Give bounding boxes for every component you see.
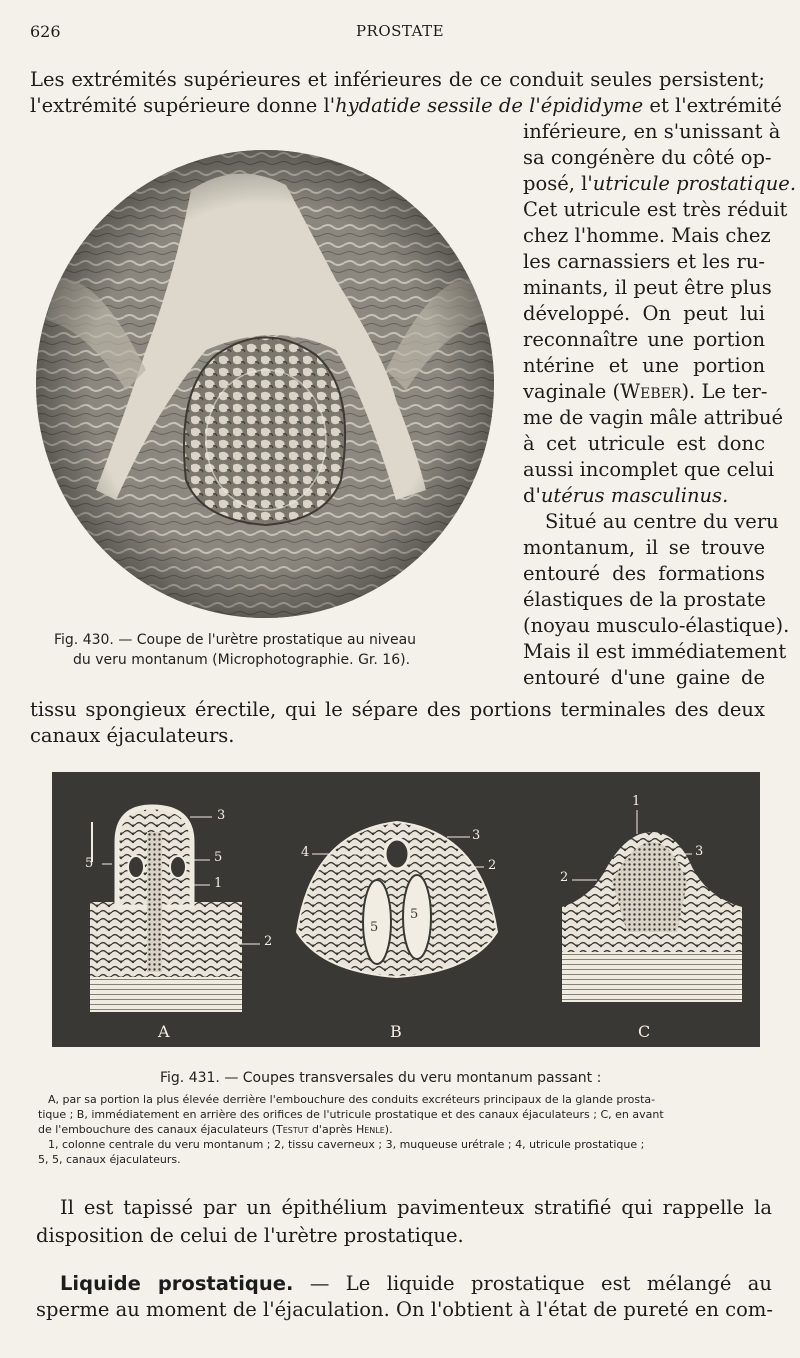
callout-label: 5 [370, 920, 379, 935]
figure-431-legend: 1, colonne centrale du veru montanum ; 2, tissu caverneux ; 3, muqueuse urétrale ; 4, utricule prostatique ; [48, 1138, 645, 1151]
text-line: disposition de celui de l'urètre prostatique. [36, 1224, 464, 1247]
text-line: inférieure, en s'unissant à [523, 120, 781, 143]
text-line: posé, l'utricule prostatique. [523, 172, 797, 195]
text-line: Mais il est immédiatement [523, 640, 787, 663]
callout-label: 5 [214, 850, 223, 865]
figure-430-caption: du veru montanum (Microphotographie. Gr. 16). [73, 652, 411, 668]
callout-label: 2 [488, 858, 497, 873]
figure-431-legend: de l'embouchure des canaux éjaculateurs (Testut d'après Henle). [38, 1123, 393, 1136]
text-line: entouré d'une gaine de [523, 666, 765, 689]
callout-label: 3 [695, 844, 704, 859]
text-line: élastiques de la prostate [523, 588, 766, 611]
callout-label: 5 [410, 907, 419, 922]
text-line: à cet utricule est donc [523, 432, 765, 455]
figure-431-legend: tique ; B, immédiatement en arrière des orifices de l'utricule prostatique et des canaux éjaculateurs ; C, en avant [38, 1108, 664, 1121]
text-line: minants, il peut être plus [523, 276, 772, 299]
text-line: aussi incomplet que celui [523, 458, 775, 481]
text-line: développé. On peut lui [523, 302, 765, 325]
text-line: vaginale (Weber). Le ter- [523, 380, 768, 403]
text-line: Situé au centre du veru [545, 510, 779, 533]
callout-label: 3 [217, 808, 226, 823]
callout-label: 1 [214, 876, 223, 891]
figure-430-caption: Fig. 430. — Coupe de l'urètre prostatique au niveau [54, 632, 417, 648]
text-line: sa congénère du côté op- [523, 146, 772, 169]
text-line: Les extrémités supérieures et inférieures de ce conduit seules persistent; [30, 68, 765, 91]
panel-label-a: A [158, 1022, 170, 1041]
text-line: ntérine et une portion [523, 354, 765, 377]
text-line: reconnaître une portion [523, 328, 765, 351]
callout-label: 2 [264, 934, 273, 949]
callout-label: 5 [85, 856, 94, 871]
callout-label: 4 [301, 845, 310, 860]
panel-a [90, 807, 260, 1012]
figure-430-microphotograph [36, 150, 494, 618]
section-paragraph: Liquide prostatique. — Le liquide prostatique est mélangé au [60, 1272, 772, 1295]
panel-label-b: B [390, 1022, 402, 1041]
panel-b [297, 822, 497, 977]
text-line: l'extrémité supérieure donne l'hydatide sessile de l'épididyme et l'extrémité [30, 94, 782, 117]
figure-431-legend: A, par sa portion la plus élevée derrière l'embouchure des conduits excréteurs principaux de la glande prosta- [48, 1093, 656, 1106]
panel-label-c: C [638, 1022, 651, 1041]
figure-431-engraving [52, 772, 760, 1047]
page-number: 626 [30, 22, 61, 41]
section-heading: Liquide prostatique. [60, 1272, 294, 1295]
microphotograph-image [36, 150, 494, 618]
text-line: montanum, il se trouve [523, 536, 765, 559]
text-line: me de vagin mâle attribué [523, 406, 784, 429]
text-line: chez l'homme. Mais chez [523, 224, 771, 247]
callout-label: 2 [560, 870, 569, 885]
text-line: entouré des formations [523, 562, 765, 585]
text-line: d'utérus masculinus. [523, 484, 729, 507]
text-line: Il est tapissé par un épithélium pavimenteux stratifié qui rappelle la [60, 1196, 772, 1219]
callout-label: 3 [472, 828, 481, 843]
engraving-image [52, 772, 760, 1047]
figure-431-caption: Fig. 431. — Coupes transversales du veru montanum passant : [160, 1070, 602, 1086]
running-title: PROSTATE [355, 22, 445, 40]
text-line: canaux éjaculateurs. [30, 724, 235, 747]
text-line: (noyau musculo-élastique). [523, 614, 790, 637]
figure-431-legend: 5, 5, canaux éjaculateurs. [38, 1153, 181, 1166]
text-line: sperme au moment de l'éjaculation. On l'obtient à l'état de pureté en com- [36, 1298, 773, 1321]
text-line: Cet utricule est très réduit [523, 198, 788, 221]
callout-label: 2 [735, 907, 744, 922]
text-line: tissu spongieux érectile, qui le sépare des portions terminales des deux [30, 698, 765, 721]
panel-c [562, 810, 742, 1002]
text-line: les carnassiers et les ru- [523, 250, 765, 273]
callout-label: 1 [632, 794, 641, 809]
